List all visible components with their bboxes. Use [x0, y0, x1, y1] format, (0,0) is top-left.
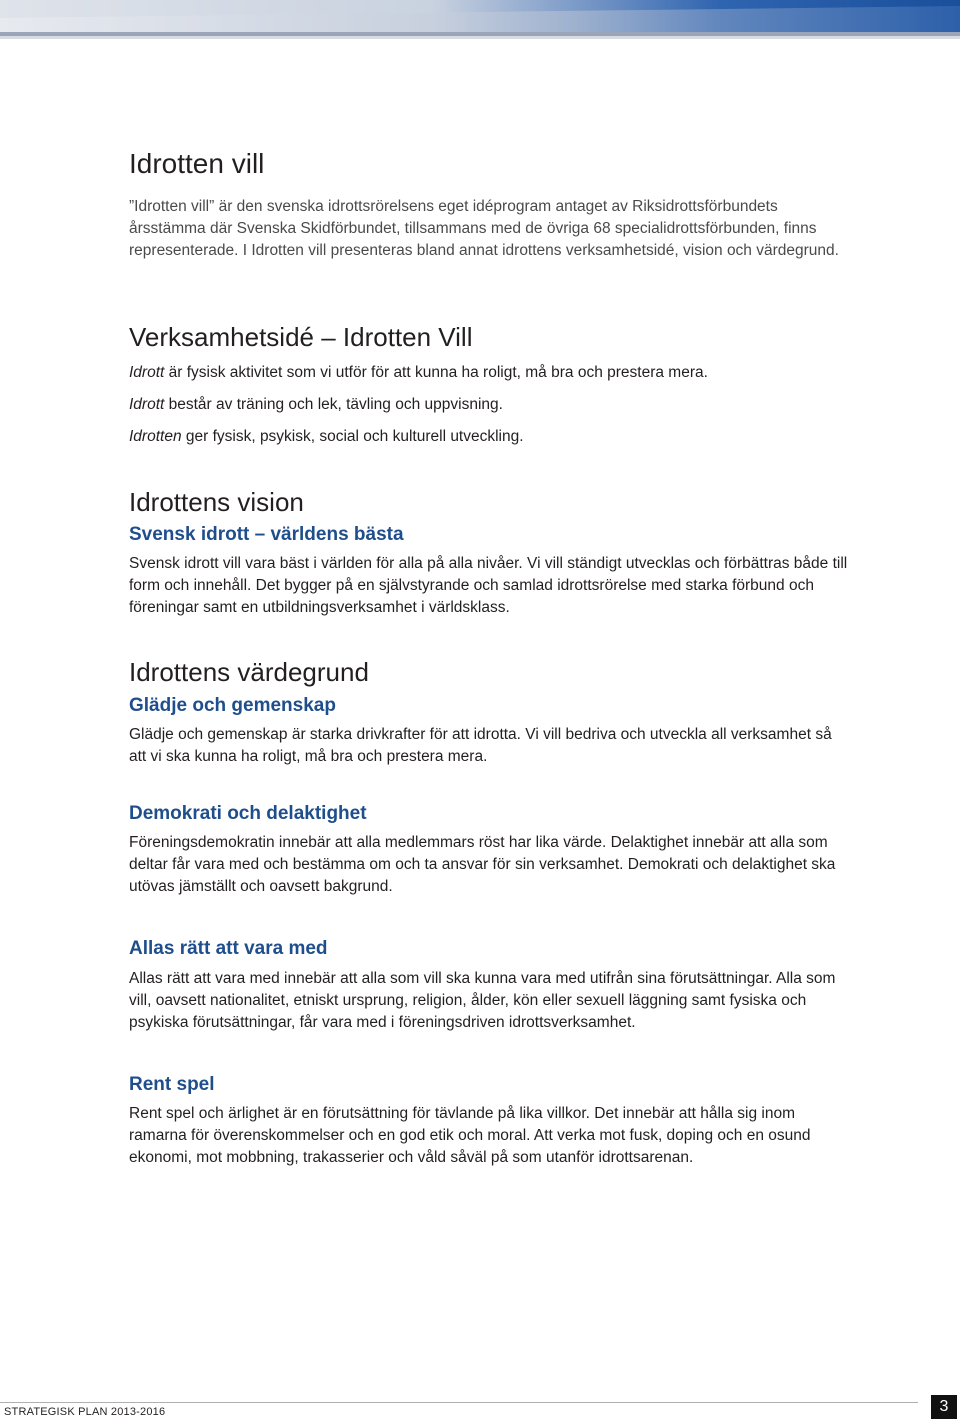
- section-heading-demokrati: Demokrati och delaktighet: [129, 803, 367, 824]
- vardegrund-title: Idrottens värdegrund: [129, 657, 369, 687]
- verksamhetside-line-3-text: ger fysisk, psykisk, social och kulturell utveckling.: [181, 428, 524, 445]
- verksamhetside-line-3: [129, 426, 524, 448]
- verksamhetside-line-1-text: är fysisk aktivitet som vi utför för att kunna ha roligt, må bra och prestera mera.: [164, 364, 708, 381]
- verksamhetside-line-1-term: Idrott: [129, 364, 165, 381]
- verksamhetside-line-2-term: Idrott: [129, 396, 165, 413]
- intro-title: Idrotten vill: [129, 148, 265, 179]
- section-text-allas-ratt: Allas rätt att vara med innebär att alla som vill ska kunna vara med utifrån sina förutsättningar. Alla som vill, oavsett nationalitet, etniskt ursprung, religion, ålder, kön eller sexuell läggning samt fysiska och psykiska förutsättningar, får vara med i föreningsdriven idrottsverksamhet.: [129, 970, 836, 1031]
- vision-subtitle: Svensk idrott – världens bästa: [129, 524, 404, 545]
- header-decorative-band: [0, 0, 960, 44]
- verksamhetside-line-2: [129, 394, 503, 416]
- verksamhetside-line-3-term: Idrotten: [129, 428, 182, 445]
- vision-paragraph: Svensk idrott vill vara bäst i världen för alla på alla nivåer. Vi vill ständigt utvecklas och förbättras både till form och innehåll. Det bygger på en självstyrande och samlad idrottsrörelse med starka förbund och föreningar samt en utbildningsverksamhet i världsklass.: [129, 555, 848, 616]
- verksamhetside-line-2-text: består av träning och lek, tävling och uppvisning.: [164, 396, 503, 413]
- section-heading-rent-spel: Rent spel: [129, 1074, 215, 1095]
- section-heading-allas-ratt: Allas rätt att vara med: [129, 938, 328, 959]
- section-text-gladje: Glädje och gemenskap är starka drivkrafter för att idrotta. Vi vill bedriva och utveckla all verksamhet så att vi ska kunna ha roligt, må bra och prestera mera.: [129, 726, 832, 765]
- verksamhetside-title: Verksamhetsidé – Idrotten Vill: [129, 322, 473, 352]
- section-text-rent-spel: Rent spel och ärlighet är en förutsättning för tävlande på lika villkor. Det innebär att hålla sig inom ramarna för överenskommelser och en god etik och moral. Att verka mot fusk, doping och en osund ekonomi, mot mobbning, trakasserier och våld såväl på som utanför idrottsarenan.: [129, 1105, 811, 1166]
- verksamhetside-line-1: [129, 362, 708, 384]
- intro-paragraph: ”Idrotten vill” är den svenska idrottsrörelsens eget idéprogram antaget av Riksidrottsförbundets årsstämma där Svenska Skidförbundet, tillsammans med de övriga 68 specialidrottsförbunden, finns representerade. I Idrotten vill presenteras bland annat idrottens verksamhetsidé, vision och värdegrund.: [129, 198, 839, 259]
- section-text-demokrati: Föreningsdemokratin innebär att alla medlemmars röst har lika värde. Delaktighet innebär att alla som deltar får vara med och bestämma om och ta ansvar för sin verksamhet. Demokrati och delaktighet ska utövas jämställt och oavsett bakgrund.: [129, 834, 836, 895]
- footer-divider: [0, 1402, 918, 1403]
- footer-document-label: STRATEGISK PLAN 2013-2016: [4, 1406, 166, 1418]
- section-heading-gladje: Glädje och gemenskap: [129, 695, 336, 716]
- vision-title: Idrottens vision: [129, 487, 304, 517]
- page-number-badge: 3: [931, 1395, 957, 1419]
